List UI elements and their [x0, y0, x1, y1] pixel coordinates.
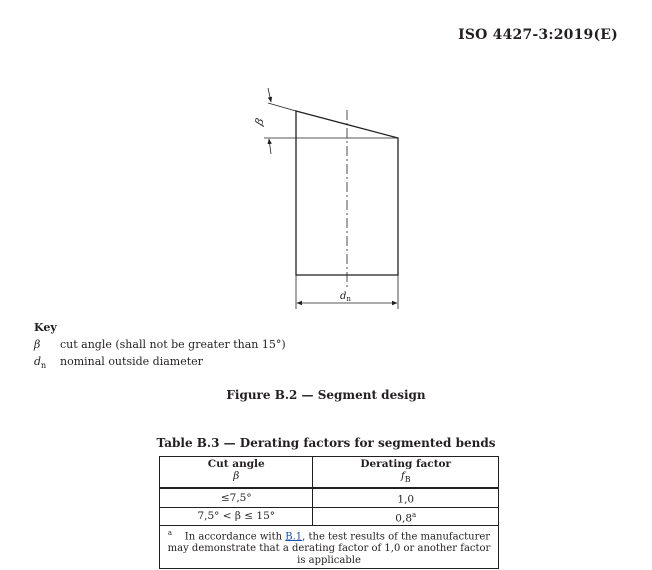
table-footnote-row: [160, 526, 499, 569]
key-symbol: $d_n$: [34, 355, 47, 371]
header-derating-factor: Derating factor $f_B$: [313, 457, 499, 489]
cut-line-extension: [268, 103, 296, 111]
document-header: ISO 4427-3:2019(E): [458, 27, 618, 43]
table-row: [160, 488, 499, 507]
clause-b1-link[interactable]: B.1: [285, 531, 303, 543]
key-item-beta: [34, 338, 286, 353]
cell-cut-angle: ≤7,5°: [160, 488, 313, 507]
derating-table: [159, 456, 499, 569]
table-caption: Table B.3 — Derating factors for segmented bends: [156, 436, 496, 450]
key-text: nominal outside diameter: [60, 355, 203, 368]
beta-label: β: [252, 116, 267, 127]
dn-label: $d_n$: [340, 291, 351, 303]
figure-caption: Figure B.2 — Segment design: [226, 388, 426, 402]
key-item-dn: [34, 355, 203, 370]
cell-factor: 1,0: [313, 488, 499, 507]
cell-cut-angle: 7,5° < β ≤ 15°: [160, 507, 313, 526]
key-symbol: β: [34, 338, 41, 351]
beta-arrow-bottom: [269, 139, 271, 154]
key-text: cut angle (shall not be greater than 15°): [60, 338, 286, 351]
table-row: [160, 507, 499, 526]
cell-factor: 0,8$^a$: [313, 507, 499, 526]
key-title: Key: [34, 321, 57, 334]
segment-design-figure: [250, 86, 420, 316]
header-cut-angle: Cut angle β: [160, 457, 313, 489]
table-footnote: $^a$ In accordance with B.1, the test results of the manufacturer may demonstrate that a derating factor of 1,0 or another factor is applicable: [160, 526, 499, 569]
beta-arrow-top: [268, 88, 271, 102]
